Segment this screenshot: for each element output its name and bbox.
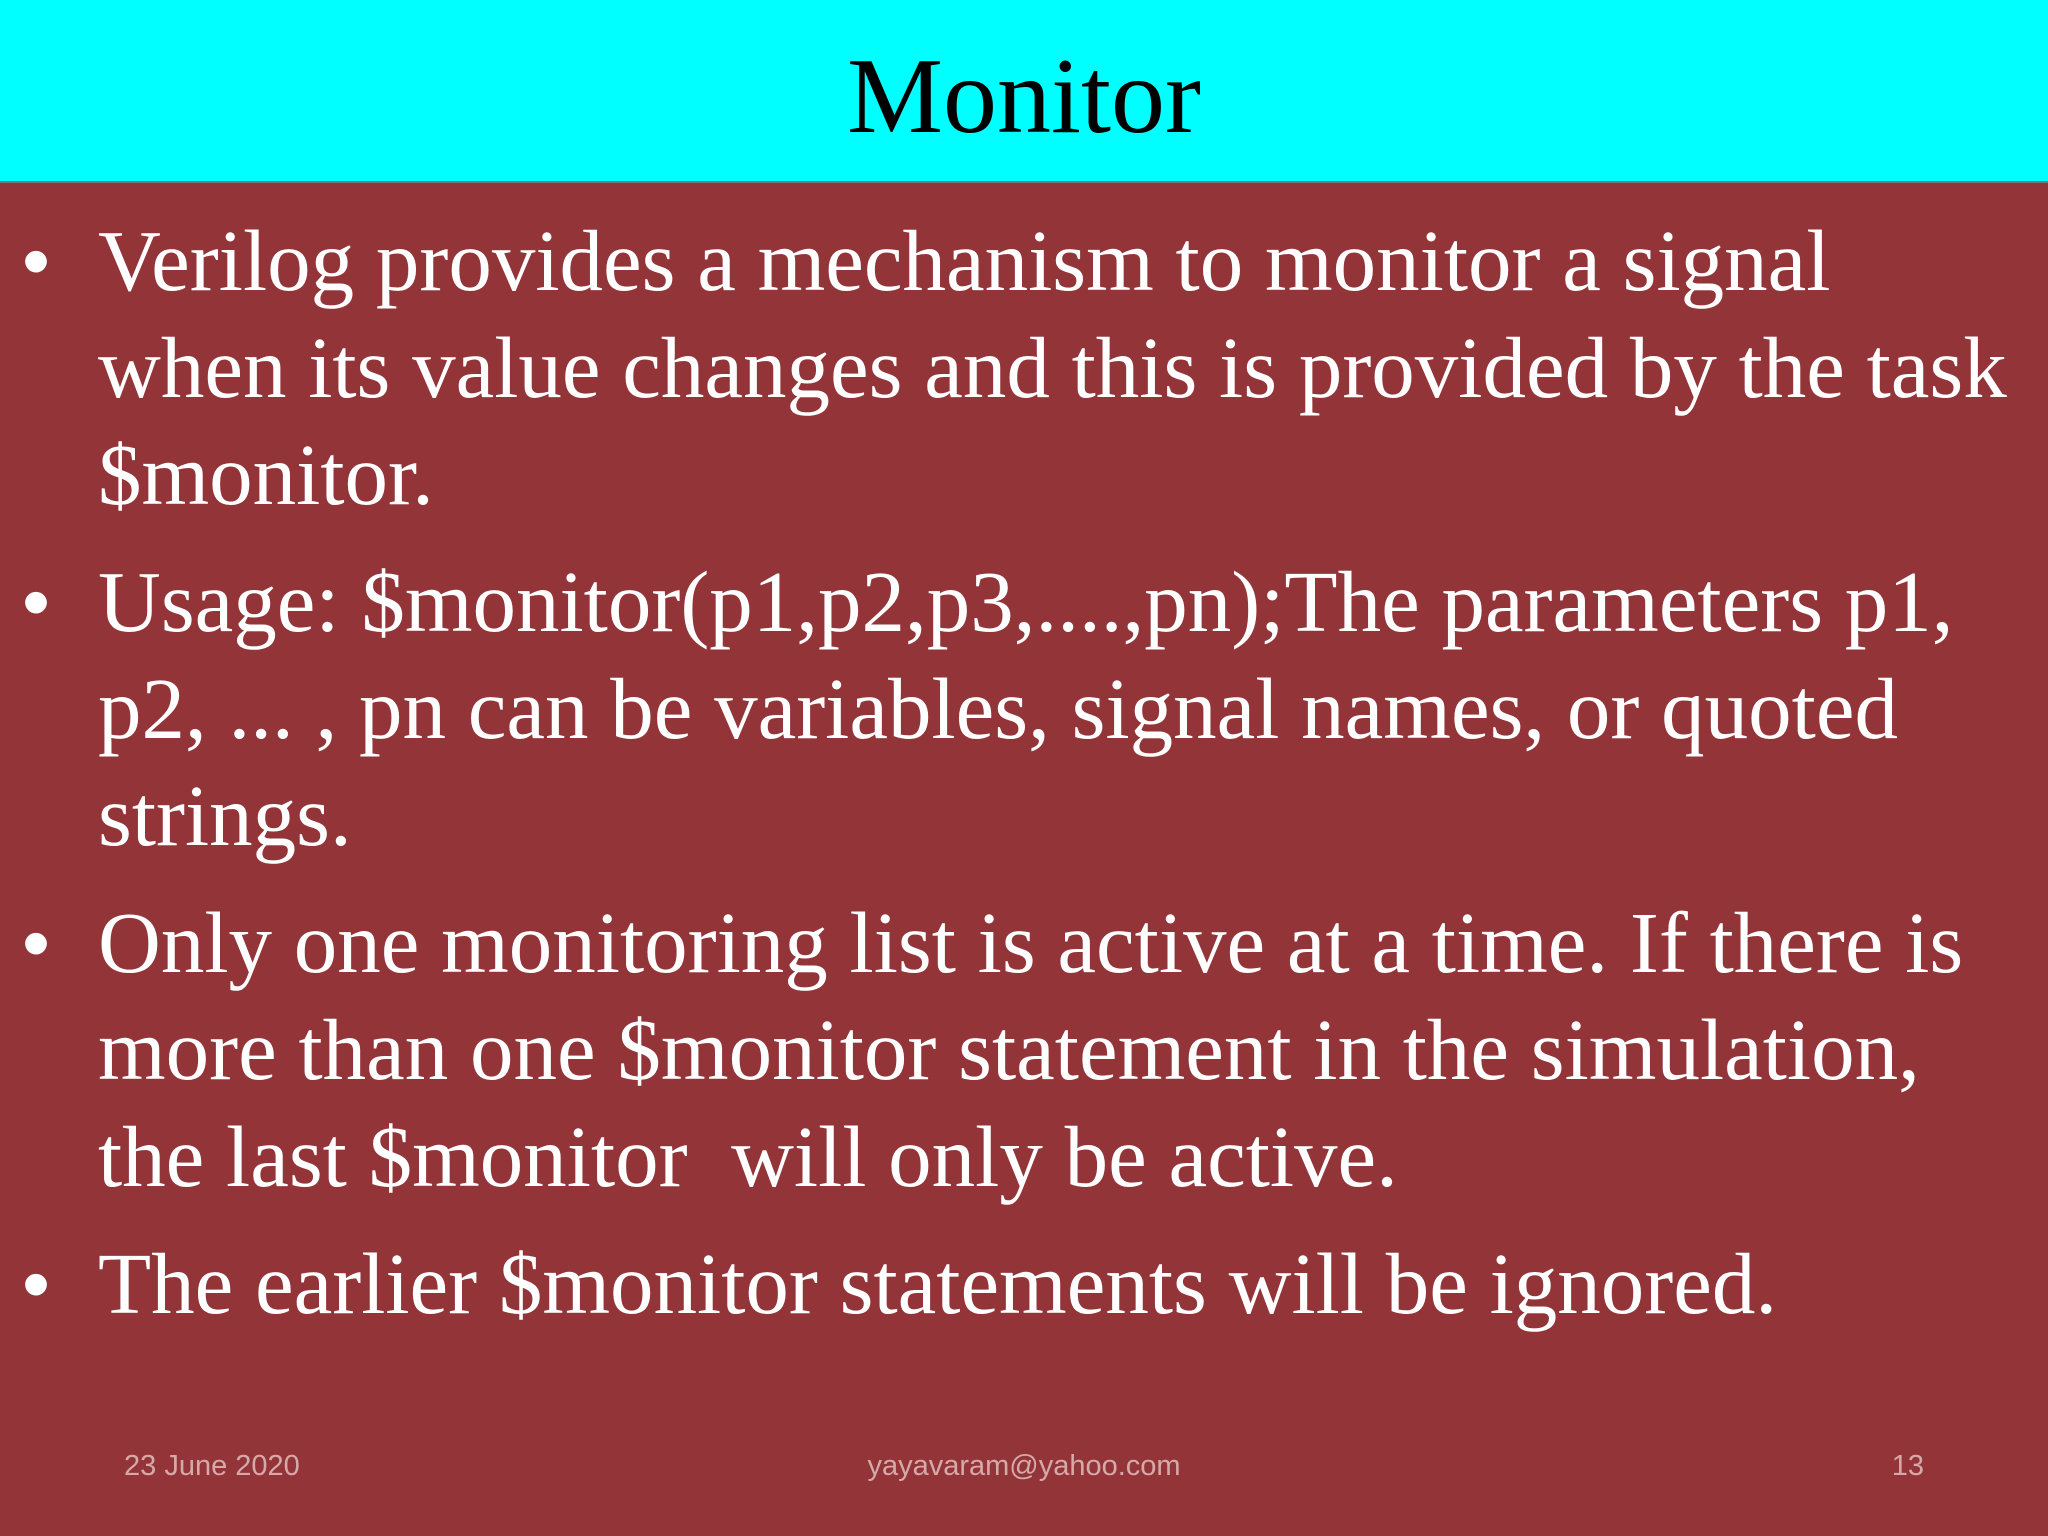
bullet-item <box>0 889 2048 1210</box>
title-bar <box>0 0 2048 183</box>
bullet-text: The earlier $monitor statements will be ignored. <box>98 1235 1778 1332</box>
footer-date: 23 June 2020 <box>124 1450 300 1482</box>
bullet-item <box>0 548 2048 869</box>
bullet-item <box>0 207 2048 528</box>
bullet-list <box>0 207 2048 1357</box>
bullet-dot-icon: • <box>22 1239 51 1328</box>
bullet-dot-icon: • <box>22 216 51 305</box>
bullet-text: Usage: $monitor(p1,p2,p3,....,pn);The parameters p1, p2, ... , pn can be variables, signal names, or quoted strings. <box>98 553 1976 864</box>
bullet-text: Verilog provides a mechanism to monitor a signal when its value changes and this is provided by the task $monitor. <box>98 212 2029 523</box>
footer-page-number: 13 <box>1891 1450 1924 1482</box>
bullet-dot-icon: • <box>22 898 51 987</box>
bullet-item <box>0 1230 2048 1337</box>
bullet-dot-icon: • <box>22 557 51 646</box>
slide-title: Monitor <box>846 37 1201 156</box>
bullet-text: Only one monitoring list is active at a time. If there is more than one $monitor statement in the simulation, the last $monitor will only be active. <box>98 894 1985 1205</box>
footer-email: yayavaram@yahoo.com <box>867 1450 1181 1482</box>
